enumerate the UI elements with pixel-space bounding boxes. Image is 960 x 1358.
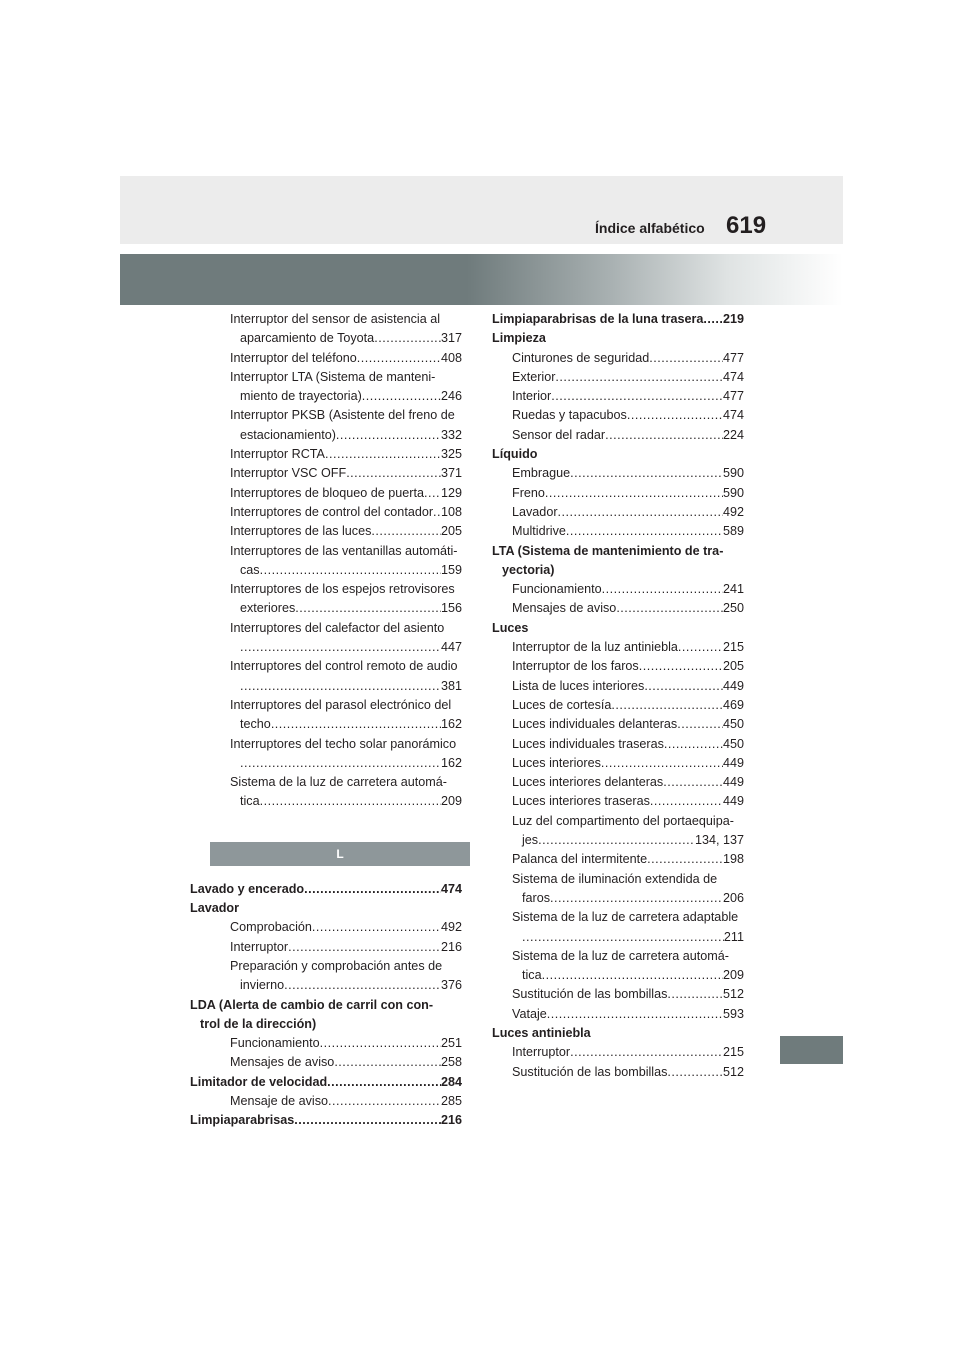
index-entry: Interruptor LTA (Sistema de manteni- xyxy=(230,369,436,384)
index-entry: Interruptor ..... 216 xyxy=(210,938,462,957)
index-entry: Interior ..... 477 xyxy=(492,387,744,406)
index-entry: Sistema de la luz de carretera automá- xyxy=(230,775,447,790)
index-entry: Luz del compartimento del portaequipa- xyxy=(512,813,734,828)
index-entry: Palanca del intermitente ..... 198 xyxy=(492,850,744,869)
page-ref[interactable]: 512 xyxy=(722,987,744,1002)
section-letter-band: L xyxy=(210,842,470,866)
page-ref[interactable]: 216 xyxy=(440,1113,462,1128)
page-ref[interactable]: 219 xyxy=(722,312,744,326)
index-entry: Interruptores de las ventanillas automáti- xyxy=(230,543,458,558)
page-ref[interactable]: 134, 137 xyxy=(694,833,744,848)
index-entry: Mensajes de aviso ..... 258 xyxy=(210,1053,462,1072)
index-entry: Interruptores del parasol electrónico del xyxy=(230,697,452,712)
index-entry: Exterior ..... 474 xyxy=(492,368,744,387)
page-ref[interactable]: 469 xyxy=(722,697,744,712)
index-entry: Mensajes de aviso ..... 250 xyxy=(492,599,744,618)
index-entry-cont: exteriores ..... 156 xyxy=(210,599,462,618)
index-entry: Interruptor VSC OFF ..... 371 xyxy=(210,464,462,483)
page-ref[interactable]: 449 xyxy=(722,755,744,770)
index-entry-cont: invierno ..... 376 xyxy=(210,976,462,995)
page-ref[interactable]: 241 xyxy=(722,582,744,597)
page-ref[interactable]: 129 xyxy=(440,485,462,500)
page-ref[interactable]: 162 xyxy=(440,755,462,770)
page-ref[interactable]: 224 xyxy=(722,427,744,442)
index-entry: Luces interiores ..... 449 xyxy=(492,754,744,773)
page-ref[interactable]: 590 xyxy=(722,466,744,481)
index-entry: Interruptor PKSB (Asistente del freno de xyxy=(230,408,455,423)
index-entry: Lista de luces interiores ..... 449 xyxy=(492,677,744,696)
index-entry-cont: miento de trayectoria) ..... 246 xyxy=(210,387,462,406)
page-ref[interactable]: 474 xyxy=(722,408,744,423)
header-gradient-bar xyxy=(120,254,843,305)
index-heading: LTA (Sistema de mantenimiento de tra- xyxy=(492,543,724,558)
index-entry-cont: techo ..... 162 xyxy=(210,715,462,734)
section-title: Índice alfabético xyxy=(595,220,705,236)
page-ref[interactable]: 512 xyxy=(722,1064,744,1079)
index-heading: Lavador xyxy=(190,901,239,916)
page-ref[interactable]: 250 xyxy=(722,601,744,616)
index-entry-cont: tica ..... 209 xyxy=(210,792,462,811)
page-ref[interactable]: 205 xyxy=(722,659,744,674)
index-entry: Luces individuales traseras ..... 450 xyxy=(492,735,744,754)
index-entry-main: Limpiaparabrisas de la luna trasera ..... 219 xyxy=(492,310,744,329)
index-entry: Interruptor de la luz antiniebla ..... 215 xyxy=(492,638,744,657)
page-ref[interactable]: 215 xyxy=(722,640,744,655)
index-entry-cont: aparcamiento de Toyota ..... 317 xyxy=(210,329,462,348)
page-ref[interactable]: 285 xyxy=(440,1093,462,1108)
index-entry-cont: tica ..... 209 xyxy=(492,966,744,985)
page-ref[interactable]: 477 xyxy=(722,389,744,404)
page-number: 619 xyxy=(726,212,767,239)
page-ref[interactable]: 198 xyxy=(722,852,744,867)
index-entry: Interruptores del calefactor del asiento xyxy=(230,620,445,635)
index-entry: Interruptores de las luces ..... 205 xyxy=(210,522,462,541)
page-ref[interactable]: 216 xyxy=(440,939,462,954)
index-tab-marker xyxy=(780,1036,843,1064)
index-entry-cont: cas ..... 159 xyxy=(210,561,462,580)
index-entry: Interruptores de control del contador ..... 108 xyxy=(210,503,462,522)
index-entry-cont: faros ..... 206 xyxy=(492,889,744,908)
page-ref[interactable]: 317 xyxy=(440,331,462,346)
index-entry: Luces individuales delanteras ..... 450 xyxy=(492,715,744,734)
index-heading: LDA (Alerta de cambio de carril con con- xyxy=(190,997,434,1012)
page-ref[interactable]: 209 xyxy=(722,968,744,983)
index-entry: Interruptores de bloqueo de puerta ..... 129 xyxy=(210,484,462,503)
index-entry: Interruptor del teléfono ..... 408 xyxy=(210,349,462,368)
page-ref[interactable]: 447 xyxy=(440,640,462,655)
page-ref[interactable]: 449 xyxy=(722,794,744,809)
index-entry: Sistema de iluminación extendida de xyxy=(512,871,718,886)
index-heading: Luces antiniebla xyxy=(492,1025,591,1040)
page-ref[interactable]: 381 xyxy=(440,678,462,693)
page-ref[interactable]: 162 xyxy=(440,717,462,732)
page-ref[interactable]: 371 xyxy=(440,466,462,481)
index-entry: Lavador ..... 492 xyxy=(492,503,744,522)
index-entry: Luces interiores traseras ..... 449 xyxy=(492,792,744,811)
index-heading-cont: yectoria) xyxy=(502,562,555,577)
page-ref[interactable]: 211 xyxy=(723,929,744,944)
page-ref[interactable]: 492 xyxy=(440,920,462,935)
index-entry: Interruptor de los faros ..... 205 xyxy=(492,657,744,676)
index-entry-cont xyxy=(210,638,462,657)
page-ref[interactable]: 449 xyxy=(722,678,744,693)
page-ref[interactable]: 156 xyxy=(440,601,462,616)
page-ref[interactable]: 590 xyxy=(722,485,744,500)
index-entry-main: Lavado y encerado ..... 474 xyxy=(190,880,462,899)
page-ref[interactable]: 449 xyxy=(722,775,744,790)
index-entry: Luces interiores delanteras ..... 449 xyxy=(492,773,744,792)
index-entry: Interruptor del sensor de asistencia al xyxy=(230,312,441,326)
index-entry: Interruptor ..... 215 xyxy=(492,1043,744,1062)
index-entry: Funcionamiento ..... 241 xyxy=(492,580,744,599)
page-ref[interactable]: 593 xyxy=(722,1006,744,1021)
index-heading: Limpieza xyxy=(492,331,546,346)
page-ref[interactable]: 209 xyxy=(440,794,462,809)
index-entry: Sustitución de las bombillas ..... 512 xyxy=(492,1063,744,1082)
right-column xyxy=(492,310,744,1082)
index-entry: Sustitución de las bombillas ..... 512 xyxy=(492,985,744,1004)
page-ref[interactable]: 159 xyxy=(440,562,462,577)
page-ref[interactable]: 206 xyxy=(722,890,744,905)
page-ref[interactable]: 258 xyxy=(440,1055,462,1070)
index-entry: Interruptores del techo solar panorámico xyxy=(230,736,457,751)
index-entry: Funcionamiento ..... 251 xyxy=(210,1034,462,1053)
index-entry: Freno ..... 590 xyxy=(492,484,744,503)
page-ref[interactable]: 215 xyxy=(722,1045,744,1060)
index-entry: Interruptor RCTA ..... 325 xyxy=(210,445,462,464)
page-ref[interactable]: 589 xyxy=(722,524,744,539)
page-ref[interactable]: 450 xyxy=(722,717,744,732)
index-entry: Vataje ..... 593 xyxy=(492,1005,744,1024)
index-entry: Ruedas y tapacubos ..... 474 xyxy=(492,406,744,425)
page-ref[interactable]: 246 xyxy=(440,389,462,404)
page-ref[interactable]: 108 xyxy=(440,504,462,519)
index-entry-cont: estacionamiento) ..... 332 xyxy=(210,426,462,445)
index-entry-cont xyxy=(492,928,744,947)
index-entry-cont xyxy=(210,754,462,773)
page-ref[interactable]: 284 xyxy=(440,1074,462,1089)
index-entry: Sistema de la luz de carretera automá- xyxy=(512,948,729,963)
index-entry: Comprobación ..... 492 xyxy=(210,918,462,937)
page-ref[interactable]: 450 xyxy=(722,736,744,751)
index-entry: Luces de cortesía ..... 469 xyxy=(492,696,744,715)
index-entry: Mensaje de aviso ..... 285 xyxy=(210,1092,462,1111)
page-ref[interactable]: 474 xyxy=(440,881,462,896)
index-heading-cont: trol de la dirección) xyxy=(200,1016,317,1031)
index-entry: Preparación y comprobación antes de xyxy=(230,958,443,973)
index-entry-cont xyxy=(210,677,462,696)
index-heading: Luces xyxy=(492,620,529,635)
index-entry: Sensor del radar ..... 224 xyxy=(492,426,744,445)
left-column xyxy=(190,310,462,1131)
page-ref[interactable]: 492 xyxy=(722,504,744,519)
page-ref[interactable]: 408 xyxy=(440,350,462,365)
page-ref[interactable]: 251 xyxy=(440,1036,462,1051)
index-entry-cont: jes ..... 134, 137 xyxy=(492,831,744,850)
index-entry: Multidrive ..... 589 xyxy=(492,522,744,541)
index-entry-main: Limpiaparabrisas ..... 216 xyxy=(190,1111,462,1130)
index-entry: Cinturones de seguridad ..... 477 xyxy=(492,349,744,368)
page-ref[interactable]: 205 xyxy=(440,524,462,539)
index-entry: Interruptores de los espejos retrovisores xyxy=(230,582,455,597)
index-entry: Interruptores del control remoto de audio xyxy=(230,659,458,674)
index-entry: Sistema de la luz de carretera adaptable xyxy=(512,910,739,925)
page-ref[interactable]: 332 xyxy=(440,427,462,442)
index-entry-main: Limitador de velocidad ..... 284 xyxy=(190,1073,462,1092)
page-ref[interactable]: 477 xyxy=(722,350,744,365)
index-entry: Embrague ..... 590 xyxy=(492,464,744,483)
page-ref[interactable]: 325 xyxy=(440,447,462,462)
page-ref[interactable]: 474 xyxy=(722,369,744,384)
index-heading: Líquido xyxy=(492,447,538,462)
page-ref[interactable]: 376 xyxy=(440,978,462,993)
